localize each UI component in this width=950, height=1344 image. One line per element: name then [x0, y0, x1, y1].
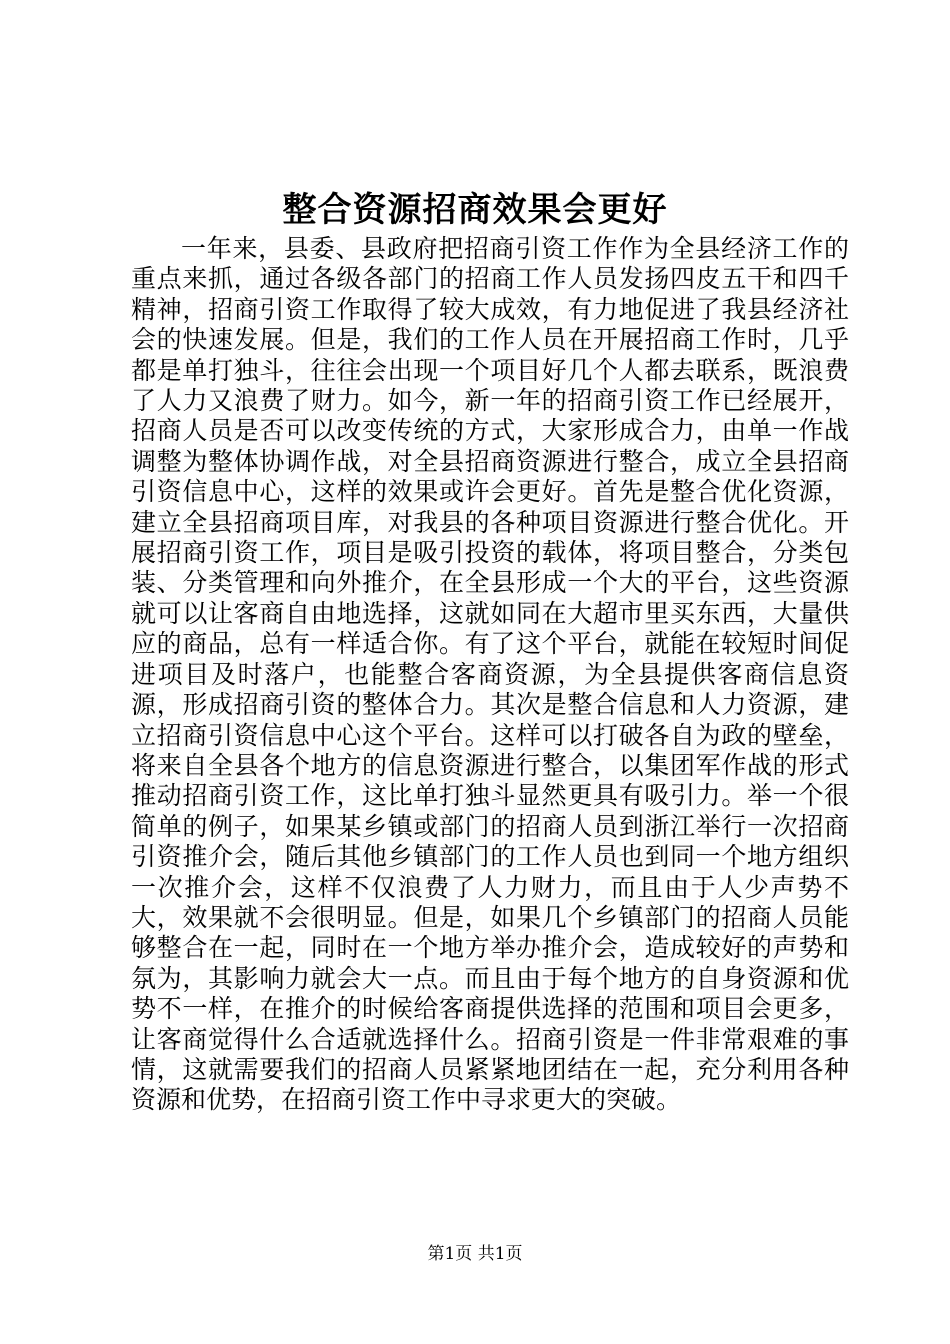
document-title: 整合资源招商效果会更好 — [282, 190, 668, 230]
document-body-paragraph: 一年来，县委、县政府把招商引资工作作为全县经济工作的重点来抓，通过各级各部门的招商工作人员发扬四皮五干和四千精神，招商引资工作取得了较大成效，有力地促进了我县经济社会的快速发展。但是，我们的工作人员在开展招商工作时，几乎都是单打独斗，往往会出现一个项目好几个人都去联系，既浪费了人力又浪费了财力。如今，新一年的招商引资工作已经展开，招商人员是否可以改变传统的方式，大家形成合力，由单一作战调整为整体协调作战，对全县招商资源进行整合，成立全县招商引资信息中心，这样的效果或许会更好。首先是整合优化资源，建立全县招商项目库，对我县的各种项目资源进行整合优化。开展招商引资工作，项目是吸引投资的载体，将项目整合，分类包装、分类管理和向外推介，在全县形成一个大的平台，这些资源就可以让客商自由地选择，这就如同在大超市里买东西，大量供应的商品，总有一样适合你。有了这个平台，就能在较短时间促进项目及时落户，也能整合客商资源，为全县提供客商信息资源，形成招商引资的整体合力。其次是整合信息和人力资源，建立招商引资信息中心这个平台。这样可以打破各自为政的壁垒，将来自全县各个地方的信息资源进行整合，以集团军作战的形式推动招商引资工作，这比单打独斗显然更具有吸引力。举一个很简单的例子，如果某乡镇或部门的招商人员到浙江举行一次招商引资推介会，随后其他乡镇部门的工作人员也到同一个地方组织一次推介会，这样不仅浪费了人力财力，而且由于人少声势不大，效果就不会很明显。但是，如果几个乡镇部门的招商人员能够整合在一起，同时在一个地方举办推介会，造成较好的声势和氛为，其影响力就会大一点。而且由于每个地方的自身资源和优势不一样，在推介的时候给客商提供选择的范围和项目会更多，让客商觉得什么合适就选择什么。招商引资是一件非常艰难的事情，这就需要我们的招商人员紧紧地团结在一起，充分利用各种资源和优势，在招商引资工作中寻求更大的突破。 — [131, 234, 849, 1115]
page-number-footer: 第1页 共1页 — [427, 1244, 523, 1264]
